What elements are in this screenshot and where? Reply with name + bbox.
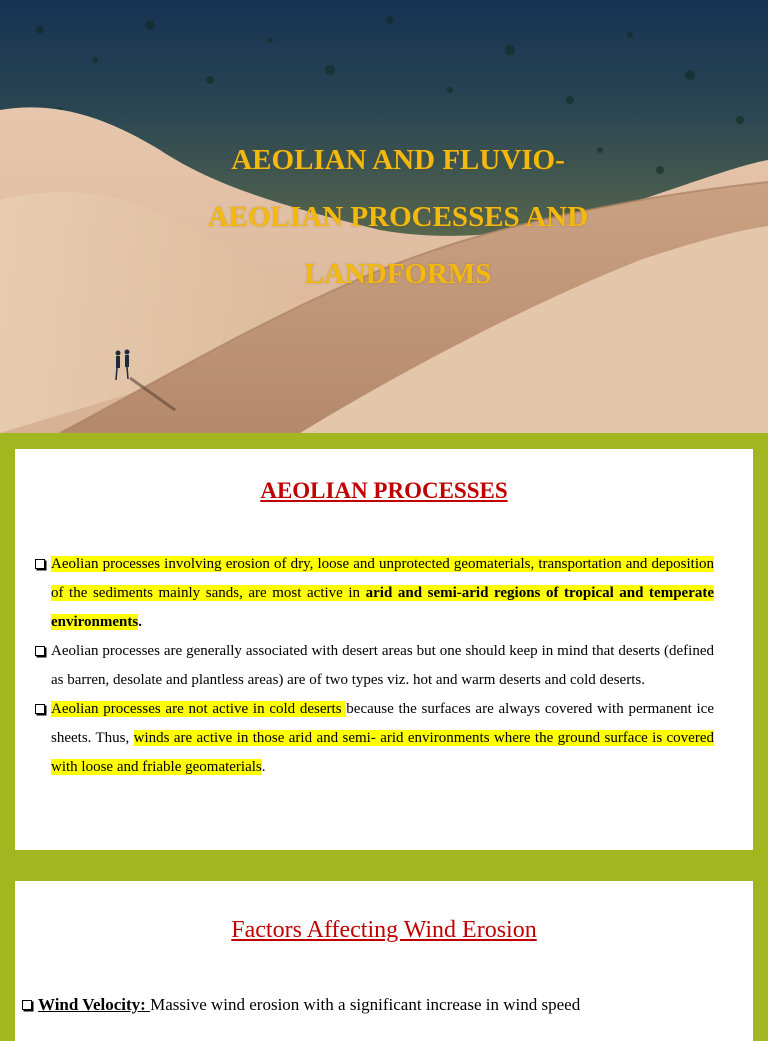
presentation-title [120,132,676,303]
bullet-text: Aeolian processes are generally associated with desert areas but one should keep in mind that deserts (defined as barren, desolate and plantless areas) are of two types viz. hot and warm deserts and cold deserts. [51,643,714,688]
bullet-text: because the surfaces are always covered with permanent ice sheets. Thus, [51,701,714,746]
bold-highlighted-text: arid and semi-arid regions of tropical and temperate environments [51,585,715,630]
highlighted-text: winds are active in those arid and semi- arid environments where the ground surface is covered with loose and friable geomaterials [51,730,714,775]
title-line-2: AEOLIAN PROCESSES AND [207,201,589,233]
title-line-3: LANDFORMS [304,258,492,290]
checkbox-bullet-icon [22,1000,32,1010]
slide-heading: AEOLIAN PROCESSES [260,478,508,503]
bullet-tail: . [138,614,142,630]
bullet-item [33,550,714,637]
bullet-item [33,695,714,782]
checkbox-bullet-icon [35,704,45,714]
checkbox-bullet-icon [35,559,45,569]
highlighted-text: Aeolian processes involving erosion of dry, loose and unprotected geomaterials, transportation and deposition of the sediments mainly sands, are most active in [51,556,714,601]
title-line-1: AEOLIAN AND FLUVIO- [231,144,565,176]
highlighted-text: Aeolian processes are not active in cold deserts [51,701,347,717]
slide-aeolian-processes [15,449,753,850]
slide-heading: Factors Affecting Wind Erosion [231,917,537,943]
bullet-item [33,637,714,695]
factor-item [20,994,740,1016]
bullet-tail: . [261,759,266,775]
factor-text: Massive wind erosion with a significant increase in wind speed [150,995,581,1014]
bullet-list [33,550,714,782]
slide-wind-erosion-factors [15,881,753,1041]
title-slide [0,0,768,433]
factor-label: Wind Velocity: [38,995,146,1014]
checkbox-bullet-icon [35,646,45,656]
